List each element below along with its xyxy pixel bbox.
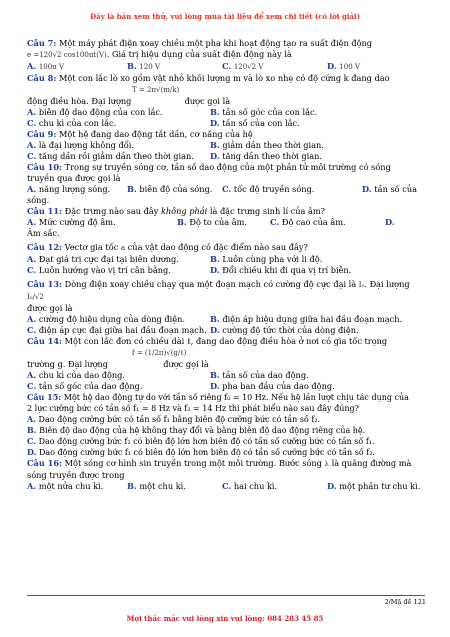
question-number: Câu 14: bbox=[27, 336, 63, 346]
option-d[interactable]: D. bbox=[385, 217, 395, 227]
option-a[interactable]: A. là đại lượng không đổi. bbox=[27, 140, 134, 150]
question-number: Câu 16: bbox=[27, 458, 63, 468]
option-a[interactable]: A. Mức cường độ âm. bbox=[27, 217, 116, 227]
question-text: Một máy phát điện xoay chiều một pha khi hoạt động tạo ra suất điện động bbox=[58, 38, 373, 48]
option-c[interactable]: C. tần số góc của dao động. bbox=[27, 381, 143, 391]
question-emphasis: không phải bbox=[160, 206, 208, 216]
answer-options bbox=[27, 140, 425, 162]
question-number: Câu 8: bbox=[27, 73, 57, 83]
question-7 bbox=[27, 38, 425, 73]
formula: I₀ bbox=[358, 281, 365, 289]
option-d[interactable]: D. tần số của con lắc. bbox=[210, 118, 300, 128]
option-a[interactable]: A. năng lượng sóng. bbox=[27, 184, 111, 194]
question-text: Một con lắc lò xo gồm vật nhỏ khối lượng m và lò xo nhẹ có độ cứng k đang dao bbox=[58, 73, 390, 83]
question-number: Câu 12: bbox=[27, 242, 63, 252]
answer-options bbox=[27, 61, 425, 73]
formula: T = 2π√(m/k) bbox=[132, 86, 180, 94]
question-text: Một sóng cơ hình sin truyền trong một môi trường. Bước sóng bbox=[64, 458, 322, 468]
footer-divider bbox=[27, 595, 425, 596]
answer-options bbox=[27, 314, 425, 336]
formula: λ bbox=[324, 460, 329, 468]
option-d[interactable]: D. 100 V bbox=[327, 61, 360, 71]
option-c[interactable]: C. điện áp cực đại giữa hai đầu đoạn mạch. bbox=[27, 325, 207, 335]
question-number: Câu 9: bbox=[27, 129, 57, 139]
page-number: 2/Mã đề 121 bbox=[384, 598, 426, 606]
option-c[interactable]: C. hai chu kì. bbox=[222, 481, 278, 491]
question-11 bbox=[27, 206, 425, 239]
question-text: Đặc trưng nào sau đây bbox=[64, 206, 159, 216]
preview-banner[interactable]: Đây là bản xem thử, vui lòng mua tài liệu để xem chi tiết (có lời giải) bbox=[89, 12, 361, 21]
option-d[interactable]: D. Dao động cưỡng bức f₁ có biên độ lớn hơn biên độ có tần số cưỡng bức có tần số f₂. bbox=[27, 447, 375, 457]
question-text: trường g. Đại lượng bbox=[27, 359, 109, 369]
option-d[interactable]: D. cường độ tức thời của dòng điện. bbox=[210, 325, 359, 335]
option-c[interactable]: C. tăng dần rồi giảm dần theo thời gian. bbox=[27, 151, 194, 161]
question-text: động điều hòa. Đại lượng bbox=[27, 96, 132, 106]
question-text: . Đại lượng bbox=[364, 279, 410, 289]
question-number: Câu 11: bbox=[27, 206, 63, 216]
question-10 bbox=[27, 162, 425, 206]
option-d[interactable]: D. tăng dần theo thời gian. bbox=[210, 151, 322, 161]
question-text: Dòng điện xoay chiều chạy qua một đoạn mạch có cường độ cực đại là bbox=[64, 279, 357, 289]
question-number: Câu 7: bbox=[27, 38, 57, 48]
answer-options bbox=[27, 107, 425, 129]
question-text: của vật dao động có đặc điểm nào sau đây? bbox=[127, 242, 308, 252]
option-b[interactable]: B. tần số của dao động. bbox=[210, 370, 309, 380]
option-a[interactable]: A. một nửa chu kì. bbox=[27, 481, 104, 491]
answer-options bbox=[27, 184, 425, 195]
option-a[interactable]: A. biên độ dao động của con lắc. bbox=[27, 107, 163, 117]
question-text: . Giá trị hiệu dụng của suất điện động này là bbox=[106, 49, 292, 59]
question-12 bbox=[27, 242, 425, 276]
question-text: sóng truyền được trong bbox=[27, 470, 125, 480]
question-list bbox=[27, 38, 425, 492]
question-text: truyền qua được gọi là bbox=[27, 173, 121, 183]
answer-options bbox=[27, 217, 425, 228]
option-b[interactable]: B. điện áp hiệu dụng giữa hai đầu đoạn mạch. bbox=[210, 314, 403, 324]
option-b[interactable]: B. một chu kì. bbox=[127, 481, 186, 491]
option-c[interactable]: C. Luôn hướng vào vị trí cân bằng. bbox=[27, 265, 171, 275]
vector-symbol: a bbox=[120, 244, 126, 252]
question-13 bbox=[27, 279, 425, 336]
question-text: Vectơ gia tốc bbox=[64, 242, 119, 252]
answer-options bbox=[27, 254, 425, 276]
option-d-continued: Âm sắc. bbox=[27, 228, 60, 238]
question-14 bbox=[27, 336, 425, 392]
option-c[interactable]: C. Dao động cưỡng bức f₂ có biên độ lớn hơn biên độ có tần số cưỡng bức có tần số f₁. bbox=[27, 436, 375, 446]
contact-banner[interactable]: Mọi thắc mắc vui lòng xin vui lòng: 084 283 45 85 bbox=[126, 614, 324, 623]
option-c[interactable]: C. Độ cao của âm. bbox=[270, 217, 346, 227]
question-text: Một hệ đang dao động tắt dần, cơ năng của hệ bbox=[58, 129, 253, 139]
option-b[interactable]: B. Biên độ dao động của hệ không thay đổi và bằng biên độ dao động riêng của hệ. bbox=[27, 425, 366, 435]
question-number: Câu 15: bbox=[27, 392, 62, 402]
option-b[interactable]: B. biên độ của sóng. bbox=[127, 184, 213, 194]
question-text: Một hệ dao động tự do với tần số riêng f₀ = 10 Hz. Nếu hệ lần lượt chịu tác dụng của bbox=[63, 393, 409, 402]
question-text: là quãng đường mà bbox=[331, 458, 412, 468]
option-d[interactable]: D. Đổi chiều khi đi qua vị trí biên. bbox=[210, 265, 352, 275]
question-15 bbox=[27, 392, 425, 458]
option-b[interactable]: B. giảm dần theo thời gian. bbox=[210, 140, 324, 150]
question-text: được gọi là bbox=[184, 96, 231, 106]
option-c[interactable]: C. tốc độ truyền sóng. bbox=[222, 184, 315, 194]
option-b[interactable]: B. tần số góc của con lắc. bbox=[210, 107, 318, 117]
formula: e =120√2 cos100πt(V) bbox=[27, 51, 107, 59]
question-text: là đặc trưng sinh lí của âm? bbox=[209, 206, 326, 216]
question-9 bbox=[27, 129, 425, 162]
option-a[interactable]: A. 100π V bbox=[27, 61, 65, 71]
question-text: Một con lắc đơn có chiều dài ℓ, đang dao động điều hòa ở nơi có gia tốc trọng bbox=[64, 336, 388, 346]
question-number: Câu 10: bbox=[27, 162, 63, 172]
option-a[interactable]: A. Dao động cưỡng bức có tần số f₁ bằng biên độ cưỡng bức có tần số f₂. bbox=[27, 414, 321, 424]
option-c[interactable]: C. chu kì của con lắc. bbox=[27, 118, 117, 128]
question-8 bbox=[27, 73, 425, 129]
option-b[interactable]: B. 120 V bbox=[127, 61, 161, 71]
option-b[interactable]: B. Luôn cùng pha với li độ. bbox=[210, 254, 323, 264]
option-c[interactable]: C. 120√2 V bbox=[222, 61, 264, 71]
option-a[interactable]: A. Đạt giá trị cực đại tại biên dương. bbox=[27, 254, 179, 264]
option-d-continued: sóng. bbox=[27, 195, 50, 205]
formula: I₀/√2 bbox=[27, 293, 44, 301]
question-text: được gọi là bbox=[163, 359, 209, 369]
formula: f = (1/2π)√(g/ℓ) bbox=[132, 349, 187, 357]
option-a[interactable]: A. cường độ hiệu dụng của dòng điện. bbox=[27, 314, 185, 324]
option-a[interactable]: A. chu kì của dao động. bbox=[27, 370, 126, 380]
question-number: Câu 13: bbox=[27, 279, 63, 289]
option-d[interactable]: D. tần số của bbox=[362, 184, 418, 194]
question-16 bbox=[27, 458, 425, 492]
question-text: được gọi là bbox=[27, 303, 73, 313]
question-text: 2 lực cưỡng bức có tần số f₁ = 8 Hz và f₂ = 14 Hz thì phát biểu nào sau đây đúng? bbox=[27, 404, 359, 413]
option-d[interactable]: D. một phần tư chu kì. bbox=[327, 481, 421, 491]
answer-options bbox=[27, 370, 425, 392]
question-text: Trong sự truyền sóng cơ, tần số dao động của một phần tử môi trường có sóng bbox=[64, 162, 391, 172]
option-d[interactable]: D. pha ban đầu của dao động. bbox=[210, 381, 335, 391]
answer-options bbox=[27, 481, 425, 492]
option-b[interactable]: B. Độ to của âm. bbox=[177, 217, 247, 227]
